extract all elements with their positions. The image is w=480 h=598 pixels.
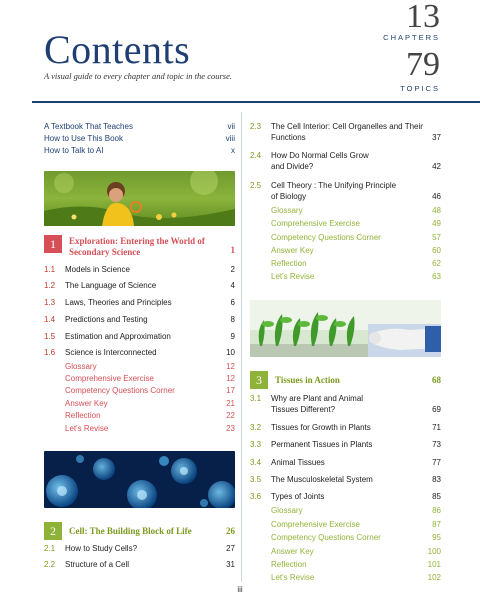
page-number-ref: 101	[427, 560, 441, 569]
entry-label: How to Study Cells?	[65, 544, 138, 553]
chapter2-title: Cell: The Building Block of Life	[69, 526, 192, 536]
entry-label: of Biology	[271, 192, 307, 201]
page-number-ref: 4	[230, 281, 235, 290]
page-number-ref: 10	[226, 348, 235, 357]
section-number: 2.2	[44, 560, 56, 569]
page-number-ref: 46	[432, 192, 441, 201]
page-number-ref: 95	[432, 533, 441, 542]
section-2-3[interactable]	[250, 121, 441, 143]
page-number-ref: 57	[432, 233, 441, 242]
section-number: 1.5	[44, 332, 56, 341]
entry-label: Models in Science	[65, 265, 130, 274]
page-number-ref: 49	[432, 219, 441, 228]
page-number-ref: 12	[226, 362, 235, 371]
entry-label: How Do Normal Cells Grow	[271, 151, 369, 160]
entry-label: Comprehensive Exercise	[65, 374, 154, 383]
chapters-count: 13	[406, 0, 440, 35]
page-number-ref: 102	[427, 573, 441, 582]
page-number-ref: 60	[432, 246, 441, 255]
section-number: 3.5	[250, 475, 262, 484]
page-number-ref: x	[231, 146, 235, 155]
page-number-ref: 71	[432, 423, 441, 432]
entry-label: Reflection	[271, 560, 307, 569]
entry-label: Competency Questions Corner	[65, 386, 175, 395]
section-number: 3.3	[250, 440, 262, 449]
left-column	[44, 121, 235, 581]
chapter1-page: 1	[230, 245, 235, 255]
section-number: 2.3	[250, 122, 262, 131]
chapter2-image	[44, 451, 235, 508]
page-number-ref: 21	[226, 399, 235, 408]
page-number-ref: 69	[432, 405, 441, 414]
section-number: 3.1	[250, 394, 262, 403]
chapter1-heading[interactable]	[44, 235, 235, 259]
page-number-ref: 2	[230, 265, 235, 274]
entry-label: Answer Key	[271, 547, 314, 556]
section-number: 3.6	[250, 492, 262, 501]
chapter2-page: 26	[226, 526, 235, 536]
section-2-5[interactable]	[250, 180, 441, 202]
page-number-ref: 100	[427, 547, 441, 556]
chapter3-image	[250, 300, 441, 357]
entry-label: Reflection	[65, 411, 101, 420]
entry-label: Cell Theory : The Unifying Principle	[271, 181, 397, 190]
right-column	[250, 121, 441, 581]
chapters-label: CHAPTERS	[383, 33, 440, 42]
section-number: 2.5	[250, 181, 262, 190]
entry-label: Glossary	[65, 362, 97, 371]
page-number-ref: 31	[226, 560, 235, 569]
entry-label: The Musculoskeletal System	[271, 475, 373, 484]
page-number-ref: viii	[225, 134, 235, 143]
section-number: 1.3	[44, 298, 56, 307]
entry-label: and Divide?	[271, 162, 314, 171]
entry-label: Tissues for Growth in Plants	[271, 423, 371, 432]
entry-label: Answer Key	[65, 399, 108, 408]
entry-label: Why are Plant and Animal	[271, 394, 364, 403]
page-number-ref: 17	[226, 386, 235, 395]
page-number-ref: 63	[432, 272, 441, 281]
entry-label: Functions	[271, 133, 306, 142]
entry-label: Laws, Theories and Principles	[65, 298, 172, 307]
entry-label: Competency Questions Corner	[271, 233, 381, 242]
page-number-ref: 8	[230, 315, 235, 324]
entry-label: Let's Revise	[65, 424, 109, 433]
entry-label: The Cell Interior: Cell Organelles and Their	[271, 122, 423, 131]
entry-label: Animal Tissues	[271, 458, 325, 467]
section-number: 3.2	[250, 423, 262, 432]
page-number-ref: 73	[432, 440, 441, 449]
page-number-ref: 85	[432, 492, 441, 501]
entry-label: Glossary	[271, 506, 303, 515]
entry-label: Let's Revise	[271, 272, 315, 281]
entry-label: Glossary	[271, 206, 303, 215]
entry-label: A Textbook That Teaches	[44, 122, 133, 131]
entry-label: Permanent Tissues in Plants	[271, 440, 373, 449]
topics-label: TOPICS	[400, 84, 440, 93]
entry-label: How to Talk to AI	[44, 146, 104, 155]
page-number-ref: 77	[432, 458, 441, 467]
chapter3-number: 3	[250, 371, 268, 389]
page-subtitle: A visual guide to every chapter and topic in the course.	[44, 71, 232, 81]
page-number-ref: 37	[432, 133, 441, 142]
section-number: 2.1	[44, 544, 56, 553]
page-number-ref: 62	[432, 259, 441, 268]
entry-label: Predictions and Testing	[65, 315, 148, 324]
page-number-ref: 6	[230, 298, 235, 307]
section-number: 1.1	[44, 265, 56, 274]
page-number-ref: 12	[226, 374, 235, 383]
topics-count: 79	[406, 46, 440, 83]
entry-label: The Language of Science	[65, 281, 157, 290]
entry-label: Tissues Different?	[271, 405, 336, 414]
page-number-ref: 48	[432, 206, 441, 215]
page-title: Contents	[44, 27, 191, 72]
entry-label: Competency Questions Corner	[271, 533, 381, 542]
column-divider	[241, 112, 242, 582]
entry-label: Estimation and Approximation	[65, 332, 171, 341]
section-3-1[interactable]	[250, 393, 441, 415]
page-number: iii	[237, 585, 243, 594]
header-rule	[32, 101, 480, 103]
section-number: 1.6	[44, 348, 56, 357]
section-number: 2.4	[250, 151, 262, 160]
page-number-ref: 86	[432, 506, 441, 515]
entry-label: How to Use This Book	[44, 134, 123, 143]
chapter1-title: Exploration: Entering the World of Secondary Science	[69, 236, 205, 257]
chapter3-page: 68	[432, 375, 441, 385]
page-number-ref: vii	[227, 122, 235, 131]
entry-label: Answer Key	[271, 246, 314, 255]
entry-label: Comprehensive Exercise	[271, 219, 360, 228]
page-number-ref: 23	[226, 424, 235, 433]
page-number-ref: 87	[432, 520, 441, 529]
entry-label: Reflection	[271, 259, 307, 268]
entry-label: Structure of a Cell	[65, 560, 130, 569]
chapter1-image	[44, 171, 235, 226]
section-2-4[interactable]	[250, 150, 441, 172]
chapter2-number: 2	[44, 522, 62, 540]
page-number-ref: 42	[432, 162, 441, 171]
entry-label: Let's Revise	[271, 573, 315, 582]
chapter1-number: 1	[44, 235, 62, 253]
entry-label: Types of Joints	[271, 492, 325, 501]
section-number: 1.4	[44, 315, 56, 324]
chapter3-heading[interactable]	[250, 371, 441, 395]
page-number-ref: 22	[226, 411, 235, 420]
section-number: 3.4	[250, 458, 262, 467]
page-number-ref: 9	[230, 332, 235, 341]
page-number-ref: 83	[432, 475, 441, 484]
page-number-ref: 27	[226, 544, 235, 553]
entry-label: Comprehensive Exercise	[271, 520, 360, 529]
chapter3-title: Tissues in Action	[275, 375, 340, 385]
section-number: 1.2	[44, 281, 56, 290]
entry-label: Science is Interconnected	[65, 348, 157, 357]
